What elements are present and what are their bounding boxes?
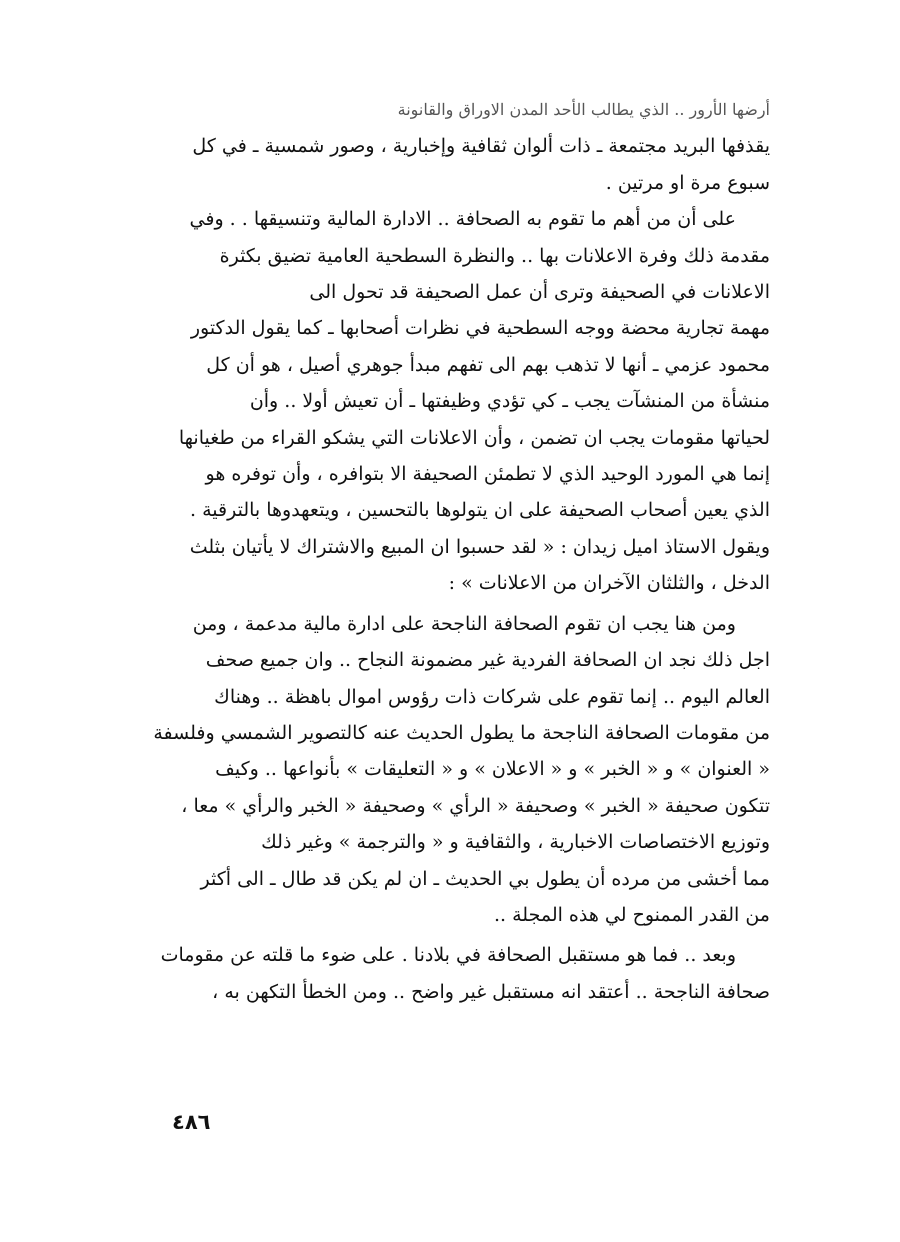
text-line: وتوزيع الاختصاصات الاخبارية ، والثقافية و « والترجمة » وغير ذلك xyxy=(261,831,770,854)
text-line: تتكون صحيفة « الخبر » وصحيفة « الرأي » وصحيفة « الخبر والرأي » معا ، xyxy=(181,794,770,817)
text-line: من مقومات الصحافة الناجحة ما يطول الحديث عنه كالتصوير الشمسي وفلسفة xyxy=(153,721,770,744)
text-line: مهمة تجارية محضة ووجه السطحية في نظرات أصحابها ـ كما يقول الدكتور xyxy=(190,317,770,340)
text-line: « العنوان » و « الخبر » و « الاعلان » و « التعليقات » بأنواعها .. وكيف xyxy=(215,758,770,781)
text-line: مقدمة ذلك وفرة الاعلانات بها .. والنظرة السطحية العامية تضيق بكثرة xyxy=(219,244,770,267)
text-line: اجل ذلك نجد ان الصحافة الفردية غير مضمونة النجاح .. وان جميع صحف xyxy=(205,649,770,672)
text-line: مما أخشى من مرده أن يطول بي الحديث ـ ان لم يكن قد طال ـ الى أكثر xyxy=(200,867,770,890)
text-line: محمود عزمي ـ أنها لا تذهب بهم الى تفهم مبدأ جوهري أصيل ، هو أن كل xyxy=(206,353,770,376)
text-line: صحافة الناجحة .. أعتقد انه مستقبل غير واضح .. ومن الخطأ التكهن به ، xyxy=(212,980,770,1003)
text-line: العالم اليوم .. إنما تقوم على شركات ذات رؤوس اموال باهظة .. وهناك xyxy=(214,685,770,708)
text-line: على أن من أهم ما تقوم به الصحافة .. الادارة المالية وتنسيقها . . وفي xyxy=(189,208,736,231)
text-line: ومن هنا يجب ان تقوم الصحافة الناجحة على ادارة مالية مدعمة ، ومن xyxy=(192,612,736,635)
text-line: من القدر الممنوح لي هذه المجلة .. xyxy=(493,903,770,926)
text-line: الذي يعين أصحاب الصحيفة على ان يتولوها بالتحسين ، ويتعهدوها بالترقية . xyxy=(190,499,770,522)
body-text xyxy=(150,92,770,1010)
text-line: أرضها الأرور .. الذي يطالب الأحد المدن الاوراق والقانونة xyxy=(397,100,770,119)
text-line: إنما هي المورد الوحيد الذي لا تطمئن الصحيفة الا بتوافره ، وأن توفره هو xyxy=(205,463,770,486)
text-line: وبعد .. فما هو مستقبل الصحافة في بلادنا . على ضوء ما قلته عن مقومات xyxy=(160,944,736,967)
text-line: سبوع مرة او مرتين . xyxy=(605,171,770,194)
text-line: الاعلانات في الصحيفة وترى أن عمل الصحيفة قد تحول الى xyxy=(309,281,770,304)
text-line: ويقول الاستاذ اميل زيدان : « لقد حسبوا ان المبيع والاشتراك لا يأتيان بثلث xyxy=(189,535,770,558)
text-line: يقذفها البريد مجتمعة ـ ذات ألوان ثقافية وإخبارية ، وصور شمسية ـ في كل xyxy=(192,135,770,158)
text-line: الدخل ، والثلثان الآخران من الاعلانات » : xyxy=(448,572,770,595)
page-number: ٤٨٦ xyxy=(172,1110,211,1134)
text-line: لحياتها مقومات يجب ان تضمن ، وأن الاعلانات التي يشكو القراء من طغيانها xyxy=(178,426,770,449)
text-line: منشأة من المنشآت يجب ـ كي تؤدي وظيفتها ـ أن تعيش أولا .. وأن xyxy=(249,390,770,413)
